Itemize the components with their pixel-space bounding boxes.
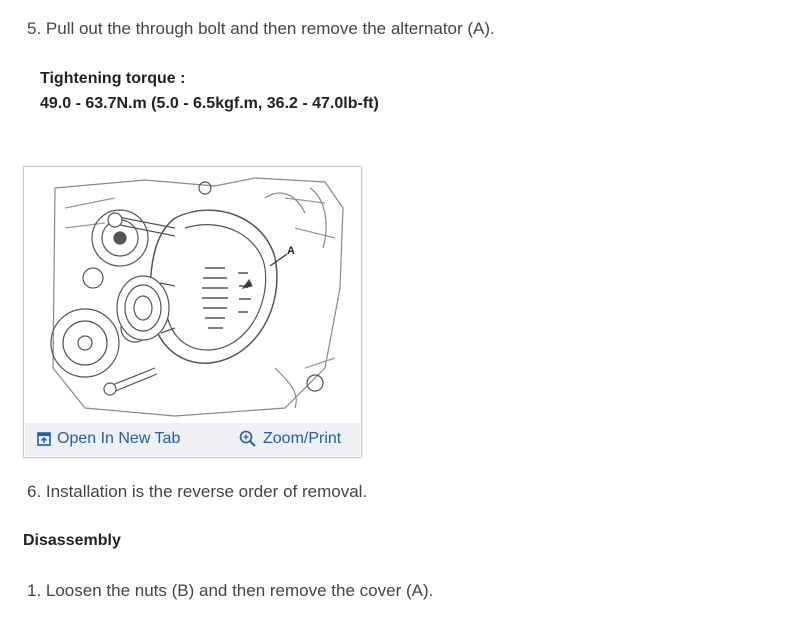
alternator-illustration	[25, 168, 360, 423]
step-5-text: 5. Pull out the through bolt and then remove the alternator (A).	[27, 19, 495, 38]
step-6-text: 6. Installation is the reverse order of removal.	[27, 482, 368, 501]
step-1-text: 1. Loosen the nuts (B) and then remove the cover (A).	[27, 581, 434, 600]
open-in-new-tab-link[interactable]	[37, 430, 180, 448]
open-in-new-tab-icon	[37, 432, 51, 446]
torque-value: 49.0 - 63.7N.m (5.0 - 6.5kgf.m, 36.2 - 47.0lb-ft)	[40, 95, 379, 112]
zoom-in-icon	[239, 430, 257, 448]
open-in-new-tab-label: Open In New Tab	[57, 430, 181, 447]
zoom-print-link[interactable]	[239, 430, 341, 448]
torque-label: Tightening torque :	[40, 70, 186, 87]
section-heading-disassembly: Disassembly	[23, 532, 121, 549]
figure-toolbar	[25, 423, 360, 456]
alternator-figure	[23, 166, 362, 458]
zoom-print-label: Zoom/Print	[263, 430, 342, 447]
callout-label-a: A	[287, 245, 295, 257]
